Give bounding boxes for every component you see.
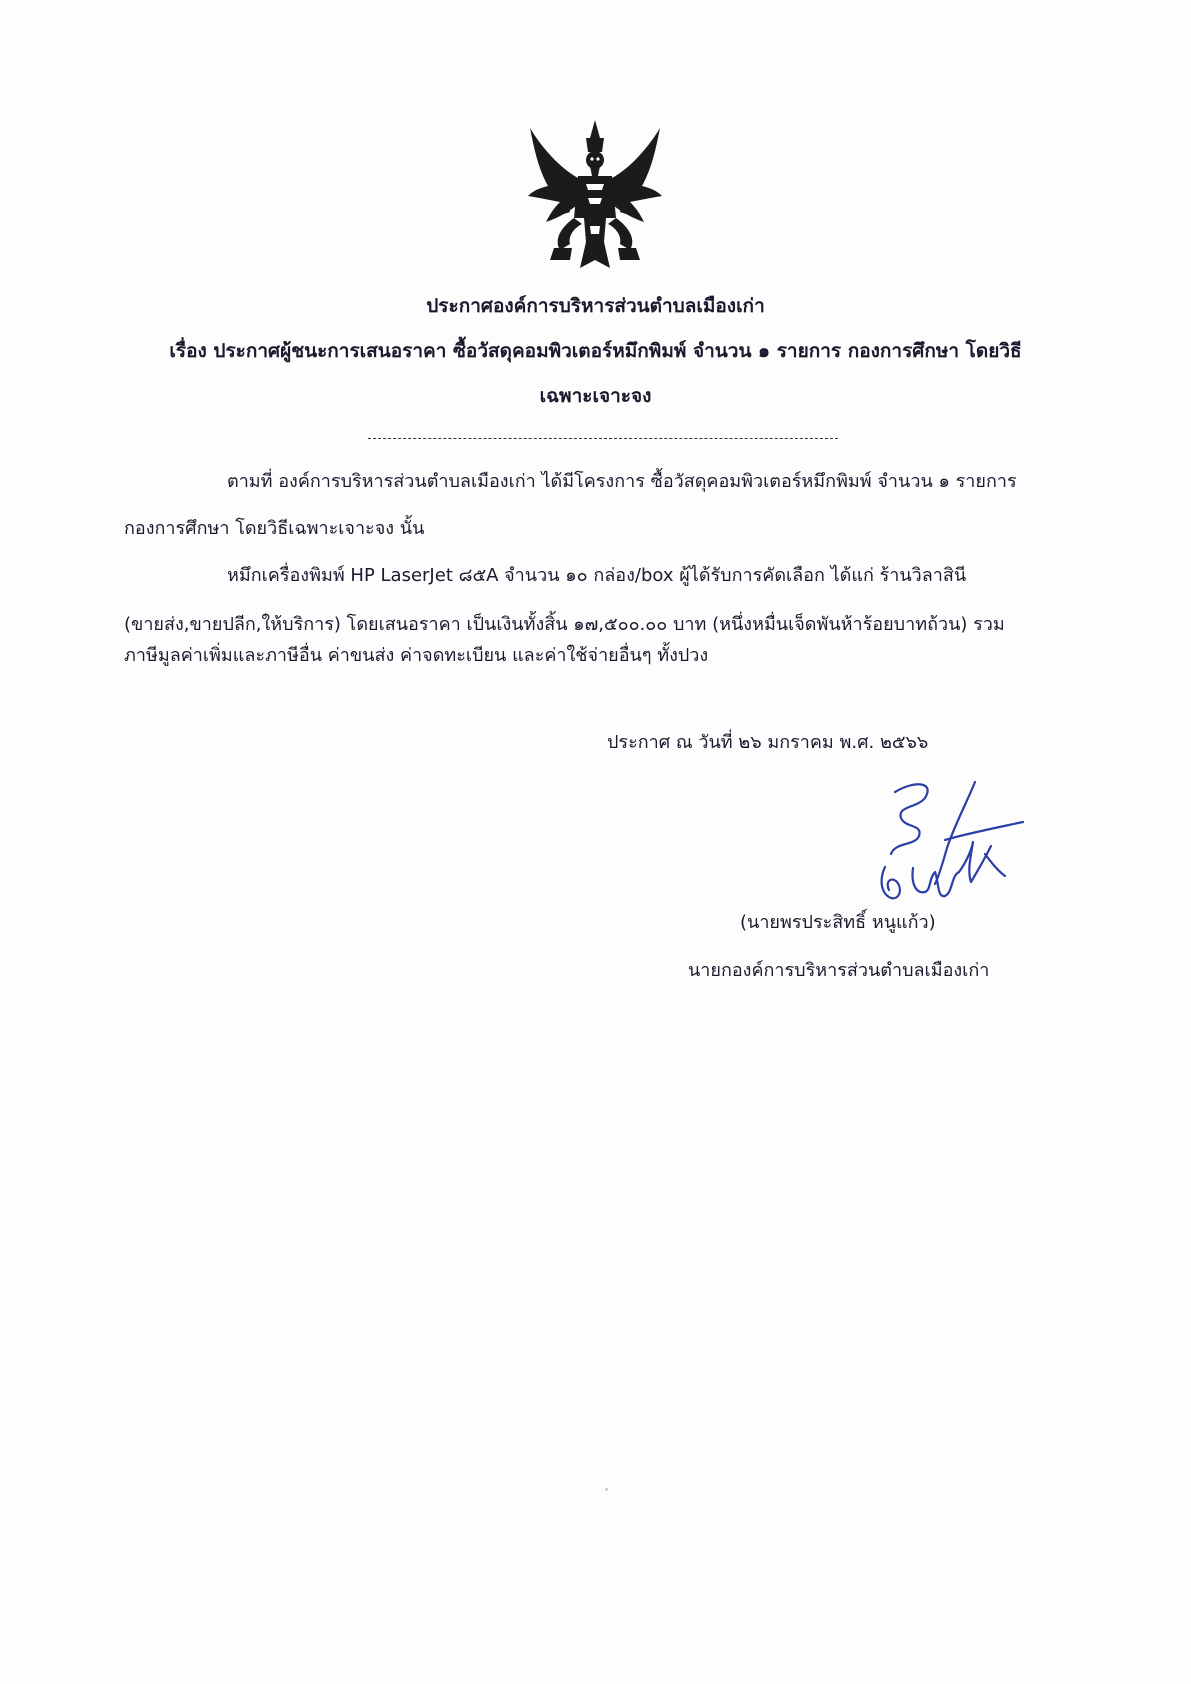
garuda-emblem-icon bbox=[520, 118, 670, 278]
dashed-divider bbox=[368, 438, 838, 439]
scan-speck bbox=[605, 1488, 608, 1491]
handwritten-signature-icon bbox=[855, 772, 1025, 912]
signer-name: (นายพรประสิทธิ์ หนูแก้ว) bbox=[740, 912, 936, 933]
paragraph-2-line-3: ภาษีมูลค่าเพิ่มและภาษีอื่น ค่าขนส่ง ค่าจดทะเบียน และค่าใช้จ่ายอื่นๆ ทั้งปวง bbox=[124, 645, 709, 666]
organization-title: ประกาศองค์การบริหารส่วนตำบลเมืองเก่า bbox=[426, 295, 765, 317]
announcement-date: ประกาศ ณ วันที่ ๒๖ มกราคม พ.ศ. ๒๕๖๖ bbox=[607, 732, 929, 753]
paragraph-1-line-2: กองการศึกษา โดยวิธีเฉพาะเจาะจง นั้น bbox=[124, 518, 425, 539]
signer-title: นายกองค์การบริหารส่วนตำบลเมืองเก่า bbox=[688, 960, 990, 981]
subject-line-continued: เฉพาะเจาะจง bbox=[539, 385, 652, 407]
paragraph-1-line-1: ตามที่ องค์การบริหารส่วนตำบลเมืองเก่า ได้มีโครงการ ซื้อวัสดุคอมพิวเตอร์หมึกพิมพ์ จำนวน ๑ รายการ bbox=[227, 471, 1017, 492]
subject-line: เรื่อง ประกาศผู้ชนะการเสนอราคา ซื้อวัสดุคอมพิวเตอร์หมึกพิมพ์ จำนวน ๑ รายการ กองการศึกษา โดยวิธี bbox=[169, 340, 1022, 362]
paragraph-2-line-1: หมึกเครื่องพิมพ์ HP LaserJet ๘๕A จำนวน ๑๐ กล่อง/box ผู้ได้รับการคัดเลือก ได้แก่ ร้านวิลาสินี bbox=[227, 565, 967, 586]
paragraph-2-line-2: (ขายส่ง,ขายปลีก,ให้บริการ) โดยเสนอราคา เป็นเงินทั้งสิ้น ๑๗,๕๐๐.๐๐ บาท (หนึ่งหมื่นเจ็ดพันห้าร้อยบาทถ้วน) รวม bbox=[124, 614, 1005, 635]
